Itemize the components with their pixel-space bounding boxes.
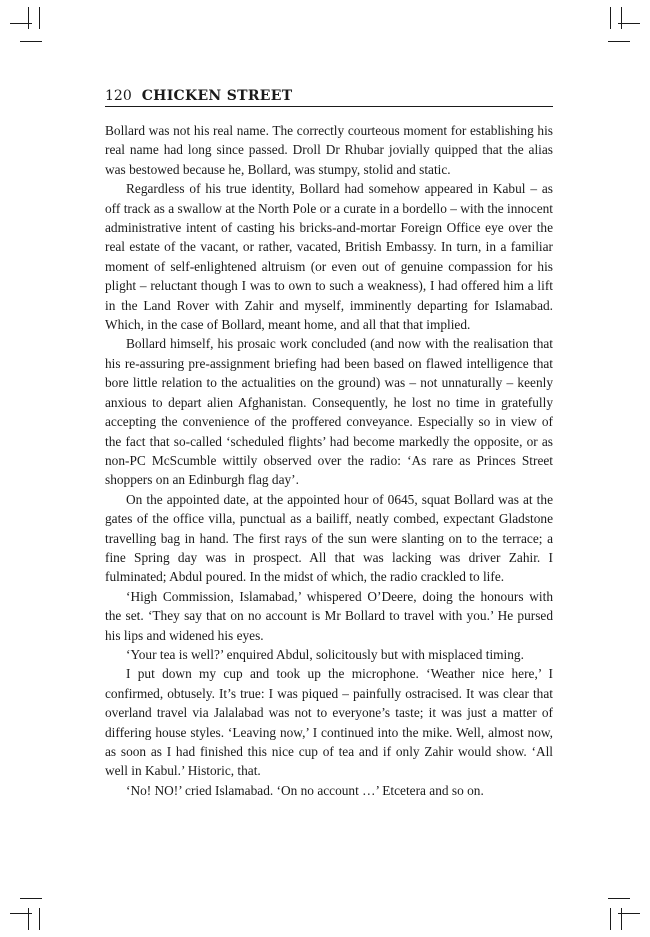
paragraph: On the appointed date, at the appointed hour of 0645, squat Bollard was at the gates of the office villa, punctual as a bailiff, neatly combed, expectant Gladstone travelling bag in hand. The first rays of the sun were slanting on to the terrace; a fine Spring day was in prospect. All that was lacking was driver Zahir. I fulminated; Abdul poured. In the midst of which, the radio crackled to life.: [105, 491, 553, 585]
paragraph: ‘No! NO!’ cried Islamabad. ‘On no account …’ Etcetera and so on.: [126, 782, 484, 798]
crop-mark: [28, 7, 29, 29]
crop-mark: [39, 908, 40, 930]
paragraph: Bollard was not his real name. The correctly courteous moment for establishing his real name had long since passed. Droll Dr Rhubar jovially quipped that the alias was bestowed because he, Bollard, was stumpy, stolid and static.: [105, 123, 553, 177]
page-number: 120: [105, 88, 132, 104]
paragraph: I put down my cup and took up the microphone. ‘Weather nice here,’ I confirmed, obtusely. It’s true: I was piqued – painfully ostracised. It was clear that overland travel via Jalalabad was not to everyone’s taste; it was just a matter of differing house styles. ‘Leaving now,’ I continued into the mike. Well, almost now, as soon as I had finished this nice cup of tea and if only Zahir would show. ‘All well in Kabul.’ Historic, that.: [105, 666, 553, 779]
crop-mark: [610, 908, 611, 930]
crop-mark: [621, 7, 622, 29]
crop-mark: [20, 41, 42, 42]
crop-mark: [39, 7, 40, 29]
crop-mark: [621, 908, 622, 930]
body-text: [105, 121, 553, 800]
crop-mark: [608, 41, 630, 42]
crop-mark: [28, 908, 29, 930]
paragraph: Bollard himself, his prosaic work concluded (and now with the realisation that his re-assuring pre-assignment briefing had been based on flawed intelligence that bore little relation to the actualities on the ground) was – not unnaturally – keenly anxious to depart alien Afghanistan. Consequently, he lost no time in gratefully accepting the convenience of the proffered conveyance. Especially so in view of the fact that so-called ‘scheduled flights’ had become markedly the opposite, or as non-PC McScumble wittily observed over the radio: ‘As rare as Princes Street shoppers on an Edinburgh flag day’.: [105, 336, 553, 488]
crop-mark: [610, 7, 611, 29]
paragraph: ‘Your tea is well?’ enquired Abdul, solicitously but with misplaced timing.: [126, 646, 524, 662]
running-title: CHICKEN STREET: [141, 88, 293, 104]
crop-mark: [20, 898, 42, 899]
paragraph: Regardless of his true identity, Bollard had somehow appeared in Kabul – as off track as a swallow at the North Pole or a curate in a bordello – with the innocent administrative intent of casting his bricks-and-mortar Foreign Office eye over the real estate of the vacant, or rather, vacated, British Embassy. In turn, in a familiar moment of self-enlightened altruism (or even out of genuine compassion for his plight – reluctant though I was to own to such a weakness), I had offered him a lift in the Land Rover with Zahir and myself, imminently departing for Islamabad. Which, in the case of Bollard, meant home, and all that that implied.: [105, 181, 553, 333]
paragraph: ‘High Commission, Islamabad,’ whispered O’Deere, doing the honours with the set. ‘They say that on no account is Mr Bollard to travel with you.’ He pursed his lips and widened his eyes.: [105, 588, 553, 643]
running-header: [105, 88, 553, 107]
crop-mark: [608, 898, 630, 899]
